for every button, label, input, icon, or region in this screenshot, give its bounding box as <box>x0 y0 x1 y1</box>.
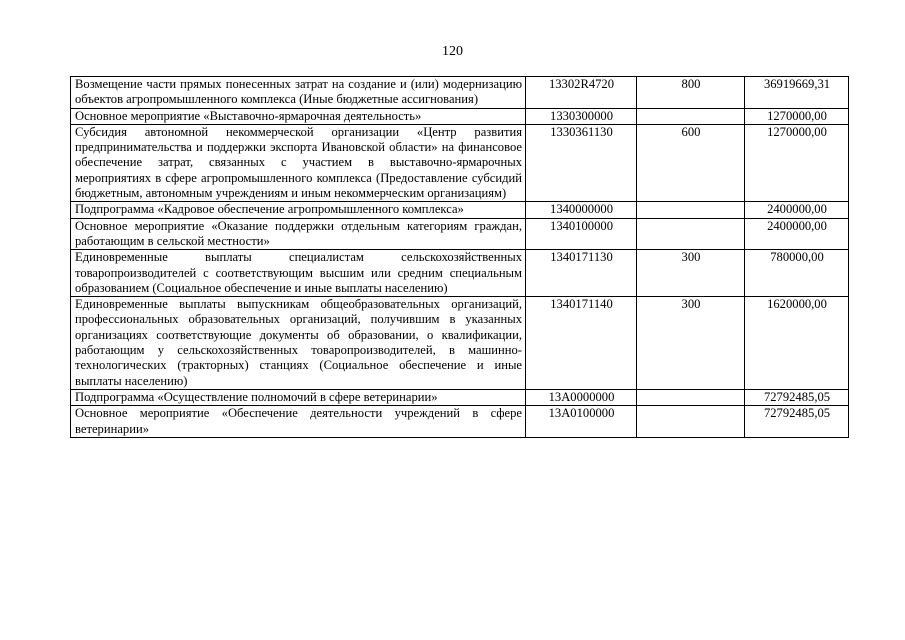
row-target-code: 13А0100000 <box>526 406 637 438</box>
row-amount: 2400000,00 <box>745 218 849 250</box>
row-expense-type: 800 <box>637 77 745 109</box>
row-description: Подпрограмма «Осуществление полномочий в сфере ветеринарии» <box>71 389 526 405</box>
row-amount: 72792485,05 <box>745 406 849 438</box>
page-number: 120 <box>442 44 463 59</box>
row-target-code: 1340100000 <box>526 218 637 250</box>
row-description: Возмещение части прямых понесенных затрат на создание и (или) модернизацию объектов агропромышленного комплекса (Иные бюджетные ассигнования) <box>71 77 526 109</box>
row-target-code: 13А0000000 <box>526 389 637 405</box>
row-target-code: 1340171140 <box>526 297 637 390</box>
row-amount: 780000,00 <box>745 250 849 297</box>
table-row <box>71 124 849 201</box>
row-expense-type <box>637 406 745 438</box>
row-amount: 72792485,05 <box>745 389 849 405</box>
row-amount: 1620000,00 <box>745 297 849 390</box>
row-description: Основное мероприятие «Обеспечение деятельности учреждений в сфере ветеринарии» <box>71 406 526 438</box>
row-expense-type <box>637 389 745 405</box>
row-description: Подпрограмма «Кадровое обеспечение агропромышленного комплекса» <box>71 202 526 218</box>
row-expense-type: 300 <box>637 297 745 390</box>
row-expense-type <box>637 202 745 218</box>
table-row <box>71 406 849 438</box>
row-expense-type: 600 <box>637 124 745 201</box>
row-description: Основное мероприятие «Оказание поддержки отдельным категориям граждан, работающим в сельской местности» <box>71 218 526 250</box>
row-amount: 36919669,31 <box>745 77 849 109</box>
row-description: Единовременные выплаты специалистам сельскохозяйственных товаропроизводителей с соответствующим высшим или средним специальным образованием (Социальное обеспечение и иные выплаты населению) <box>71 250 526 297</box>
row-target-code: 1330361130 <box>526 124 637 201</box>
table-row <box>71 77 849 109</box>
row-target-code: 1340000000 <box>526 202 637 218</box>
row-expense-type <box>637 108 745 124</box>
row-target-code: 1330300000 <box>526 108 637 124</box>
row-target-code: 1340171130 <box>526 250 637 297</box>
row-description: Единовременные выплаты выпускникам общеобразовательных организаций, профессиональных образовательных организаций, получившим в указанных организациях соответствующие документы об образовании, о квалификации, работающим у сельскохозяйственных товаропроизводителей, в машинно-технологических (тракторных) станциях (Социальное обеспечение и иные выплаты населению) <box>71 297 526 390</box>
budget-table <box>70 76 849 438</box>
table-row <box>71 297 849 390</box>
table-row <box>71 108 849 124</box>
table-row <box>71 218 849 250</box>
row-target-code: 13302R4720 <box>526 77 637 109</box>
table-row <box>71 250 849 297</box>
row-amount: 2400000,00 <box>745 202 849 218</box>
row-expense-type <box>637 218 745 250</box>
table-row <box>71 389 849 405</box>
row-description: Субсидия автономной некоммерческой организации «Центр развития предпринимательства и поддержки экспорта Ивановской области» на финансовое обеспечение затрат, связанных с участием в выставочно-ярмарочных мероприятиях в сфере агропромышленного комплекса (Предоставление субсидий бюджетным, автономным учреждениям и иным некоммерческим организациям) <box>71 124 526 201</box>
row-description: Основное мероприятие «Выставочно-ярмарочная деятельность» <box>71 108 526 124</box>
row-amount: 1270000,00 <box>745 124 849 201</box>
row-amount: 1270000,00 <box>745 108 849 124</box>
table-row <box>71 202 849 218</box>
row-expense-type: 300 <box>637 250 745 297</box>
